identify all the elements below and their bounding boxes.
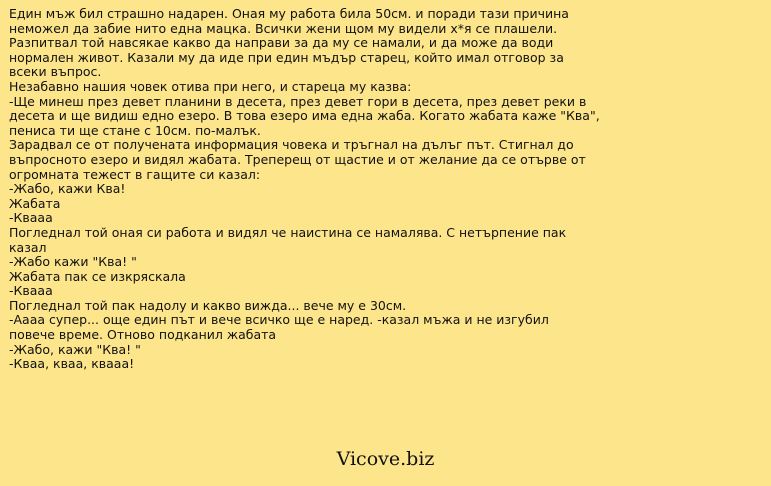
joke-line: въпросното езеро и видял жабата. Треперещ от щастие и от желание да се отърве от	[9, 151, 586, 167]
joke-line: -Жабо, кажи "Ква! "	[9, 341, 141, 357]
site-watermark: Vicove.biz	[336, 448, 435, 470]
joke-line: -Ще минеш през девет планини в десета, през девет гори в десета, през девет реки в	[9, 93, 587, 109]
joke-line: -Кваaa	[9, 283, 53, 299]
joke-line: Един мъж бил страшно надарен. Оная му работа била 50см. и поради тази причина	[9, 6, 569, 21]
joke-line: неможел да забие нито една мацка. Всички жени щом му видели х*я се плашели.	[9, 20, 558, 36]
joke-line: повече време. Отново подканил жабата	[9, 327, 277, 343]
joke-line: огромната тежест в гащите си казал:	[9, 166, 261, 182]
joke-line: пениса ти ще стане с 10см. по-малък.	[9, 122, 261, 138]
joke-line: -Кваа, кваа, квааа!	[9, 356, 135, 372]
joke-line: Незабавно нашия човек отива при него, и стареца му казва:	[9, 78, 412, 94]
joke-line: -Кваaa	[9, 210, 53, 226]
joke-line: Зарадвал се от получената информация човека и тръгнал на дълъг път. Стигнал до	[9, 137, 574, 153]
joke-line: нормален живот. Казали му да иде при един мъдър старец, който имал отговор за	[9, 49, 564, 65]
joke-line: Разпитвал той навсякае какво да направи за да му се намали, и да може да води	[9, 35, 554, 51]
joke-line: всеки въпрос.	[9, 64, 102, 80]
joke-line: -Жабо кажи "Ква! "	[9, 254, 137, 270]
joke-line: -Жабо, кажи Ква!	[9, 181, 126, 197]
joke-line: Погледнал той пак надолу и какво вижда... вече му е 30см.	[9, 297, 407, 313]
joke-line: -Аааа супер... още един път и вече всичко ще е наред. -казал мъжа и не изгубил	[9, 312, 549, 328]
joke-line: Погледнал той оная си работа и видял че наистина се намалява. С нетърпение пак	[9, 224, 567, 240]
joke-line: десета и ще видиш едно езеро. В това езеро има една жаба. Когато жабата каже "Ква",	[9, 108, 600, 124]
joke-text	[9, 7, 754, 372]
joke-line: Жабата пак се изкряскала	[9, 268, 186, 284]
joke-line: казал	[9, 239, 47, 255]
joke-line: Жабата	[9, 195, 61, 211]
